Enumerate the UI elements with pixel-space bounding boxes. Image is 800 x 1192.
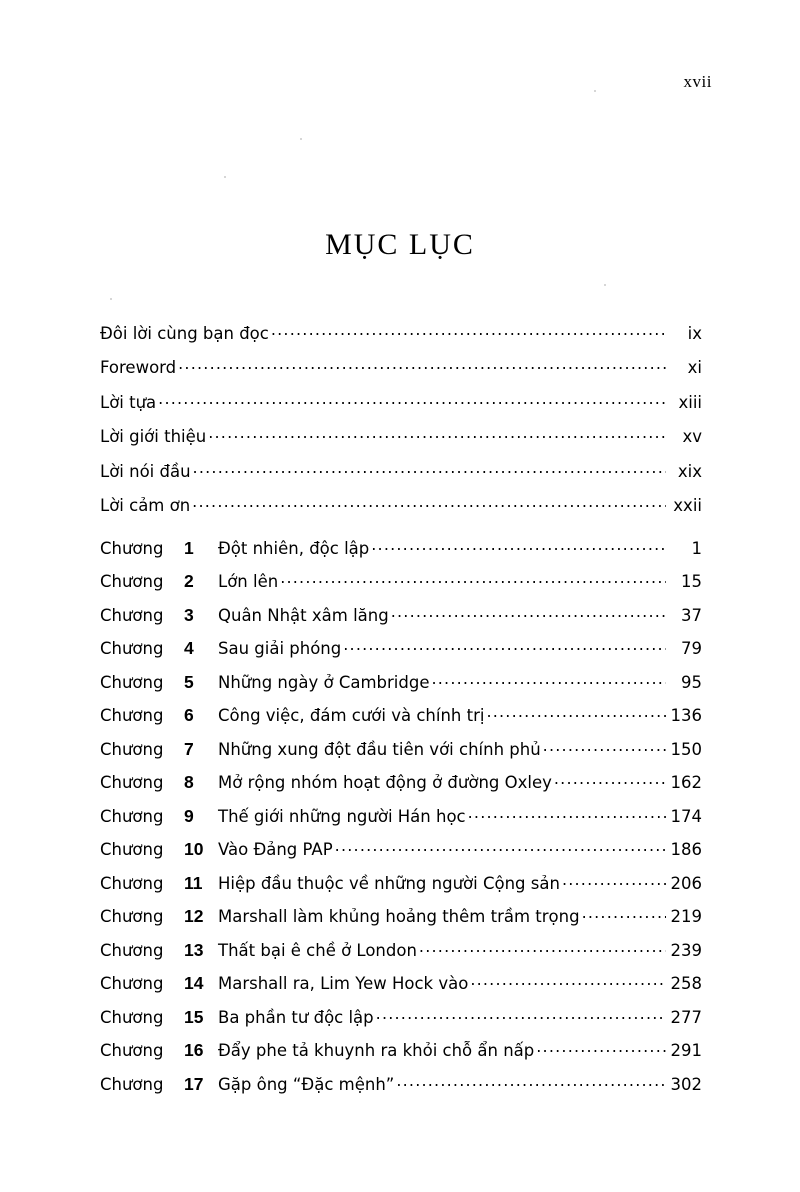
- chapter-word: Chương: [100, 1041, 164, 1060]
- chapter-word: Chương: [100, 773, 164, 792]
- dot-leader: [431, 671, 666, 688]
- chapter-page: 186: [670, 840, 702, 859]
- dot-leader: [470, 973, 666, 990]
- chapter-page: 302: [670, 1074, 702, 1094]
- chapter-title: Quân Nhật xâm lăng: [218, 605, 389, 625]
- chapter-number: 11: [184, 872, 203, 893]
- list-item[interactable]: [100, 906, 702, 928]
- chapter-word: Chương: [100, 940, 164, 960]
- chapter-number: 10: [184, 839, 204, 859]
- list-item[interactable]: [100, 571, 702, 593]
- chapter-title: Ba phần tư độc lập: [218, 1007, 374, 1027]
- chapter-page: 1: [691, 538, 702, 558]
- dot-leader: [193, 460, 666, 477]
- list-item[interactable]: [100, 738, 702, 760]
- list-item[interactable]: [100, 638, 702, 660]
- chapter-title: Những xung đột đầu tiên với chính phủ: [218, 739, 541, 759]
- chapter-word: Chương: [100, 672, 164, 692]
- chapter-title: Lớn lên: [218, 572, 279, 591]
- chapter-word: Chương: [100, 907, 164, 926]
- entry-page: ix: [687, 323, 702, 343]
- table-of-contents: [100, 322, 702, 1107]
- chapter-list: [100, 537, 702, 1095]
- entry-label: Lời tựa: [100, 392, 157, 412]
- chapter-word: Chương: [100, 1007, 164, 1027]
- list-item[interactable]: [100, 805, 702, 827]
- list-item[interactable]: [100, 973, 702, 995]
- entry-label: Lời cảm ơn: [100, 496, 191, 515]
- entry-label: Lời nói đầu: [100, 461, 191, 481]
- dot-leader: [158, 391, 666, 408]
- chapter-number: 1: [184, 537, 194, 558]
- chapter-title: Thất bại ê chề ở London: [218, 940, 417, 960]
- chapter-title: Vào Đảng PAP: [218, 840, 333, 859]
- dot-leader: [376, 1006, 666, 1023]
- chapter-word: Chương: [100, 1074, 164, 1094]
- list-item[interactable]: [100, 872, 702, 894]
- chapter-number: 12: [184, 906, 204, 926]
- chapter-page: 79: [681, 639, 702, 658]
- front-matter-list: [100, 322, 702, 515]
- chapter-number: 6: [184, 705, 194, 725]
- dot-leader: [468, 805, 666, 822]
- chapter-number: 2: [184, 571, 194, 591]
- list-item[interactable]: [100, 1040, 702, 1062]
- dot-leader: [280, 571, 666, 588]
- chapter-number: 5: [184, 671, 194, 692]
- entry-page: xxii: [673, 496, 702, 515]
- list-item[interactable]: [100, 772, 702, 794]
- entry-page: xiii: [678, 392, 702, 412]
- chapter-number: 8: [184, 772, 194, 792]
- list-item[interactable]: [100, 671, 702, 693]
- chapter-title: Mở rộng nhóm hoạt động ở đường Oxley: [218, 773, 552, 792]
- dot-leader: [208, 426, 666, 443]
- chapter-title: Gặp ông “Đặc mệnh”: [218, 1074, 395, 1094]
- entry-page: xix: [677, 461, 702, 481]
- chapter-number: 13: [184, 939, 204, 960]
- dot-leader: [562, 872, 666, 889]
- chapter-page: 174: [670, 806, 702, 826]
- dot-leader: [582, 906, 666, 923]
- list-item[interactable]: [100, 839, 702, 861]
- dot-leader: [543, 738, 666, 755]
- chapter-title: Marshall ra, Lim Yew Hock vào: [218, 974, 469, 993]
- dot-leader: [536, 1040, 666, 1057]
- chapter-title: Công việc, đám cưới và chính trị: [218, 706, 485, 725]
- chapter-word: Chương: [100, 572, 164, 591]
- dot-leader: [343, 638, 666, 655]
- chapter-title: Marshall làm khủng hoảng thêm trầm trọng: [218, 907, 580, 926]
- dot-leader: [192, 495, 666, 512]
- chapter-title: Những ngày ở Cambridge: [218, 672, 430, 692]
- chapter-title: Đẩy phe tả khuynh ra khỏi chỗ ẩn nấp: [218, 1041, 535, 1060]
- chapter-number: 9: [184, 805, 194, 826]
- chapter-number: 15: [184, 1006, 204, 1027]
- chapter-number: 14: [184, 973, 204, 993]
- chapter-number: 7: [184, 738, 194, 759]
- entry-label: Đôi lời cùng bạn đọc: [100, 323, 269, 343]
- dot-leader: [419, 939, 666, 956]
- list-item[interactable]: [100, 391, 702, 412]
- chapter-title: Sau giải phóng: [218, 639, 342, 658]
- entry-label: Foreword: [100, 358, 177, 377]
- dot-leader: [371, 537, 666, 554]
- chapter-page: 277: [670, 1007, 702, 1027]
- page-number: xvii: [683, 72, 712, 91]
- dot-leader: [486, 705, 666, 722]
- chapter-word: Chương: [100, 639, 164, 658]
- list-item[interactable]: [100, 1073, 702, 1095]
- chapter-word: Chương: [100, 706, 164, 725]
- chapter-page: 136: [670, 706, 702, 725]
- chapter-page: 258: [670, 974, 702, 993]
- chapter-word: Chương: [100, 806, 164, 826]
- chapter-number: 4: [184, 638, 194, 658]
- list-item[interactable]: [100, 537, 702, 559]
- chapter-title: Đột nhiên, độc lập: [218, 538, 370, 558]
- list-item[interactable]: [100, 426, 702, 447]
- chapter-word: Chương: [100, 605, 164, 625]
- chapter-word: Chương: [100, 873, 164, 893]
- dot-leader: [554, 772, 666, 789]
- chapter-page: 291: [670, 1041, 702, 1060]
- list-item[interactable]: [100, 1006, 702, 1028]
- dot-leader: [178, 357, 666, 374]
- chapter-number: 3: [184, 604, 194, 625]
- entry-page: xi: [687, 358, 702, 377]
- list-item[interactable]: [100, 322, 702, 343]
- chapter-page: 206: [670, 873, 702, 893]
- chapter-title: Thế giới những người Hán học: [218, 806, 466, 826]
- chapter-number: 16: [184, 1040, 204, 1060]
- chapter-page: 37: [681, 605, 702, 625]
- dot-leader: [271, 322, 666, 339]
- chapter-page: 219: [670, 907, 702, 926]
- chapter-number: 17: [184, 1073, 204, 1094]
- chapter-word: Chương: [100, 974, 164, 993]
- dot-leader: [396, 1073, 666, 1090]
- list-item[interactable]: [100, 939, 702, 961]
- dot-leader: [391, 604, 666, 621]
- list-item[interactable]: [100, 604, 702, 626]
- chapter-title: Hiệp đầu thuộc về những người Cộng sản: [218, 873, 560, 893]
- chapter-word: Chương: [100, 538, 164, 558]
- chapter-page: 239: [670, 940, 702, 960]
- page-title: MỤC LỤC: [325, 228, 475, 261]
- chapter-word: Chương: [100, 840, 164, 859]
- entry-page: xv: [682, 427, 702, 446]
- chapter-word: Chương: [100, 739, 164, 759]
- chapter-page: 150: [670, 739, 702, 759]
- chapter-page: 15: [681, 572, 702, 591]
- list-item[interactable]: [100, 357, 702, 378]
- chapter-page: 95: [681, 672, 702, 692]
- list-item[interactable]: [100, 460, 702, 481]
- list-item[interactable]: [100, 705, 702, 727]
- entry-label: Lời giới thiệu: [100, 427, 207, 446]
- chapter-page: 162: [670, 773, 702, 792]
- list-item[interactable]: [100, 495, 702, 516]
- dot-leader: [335, 839, 666, 856]
